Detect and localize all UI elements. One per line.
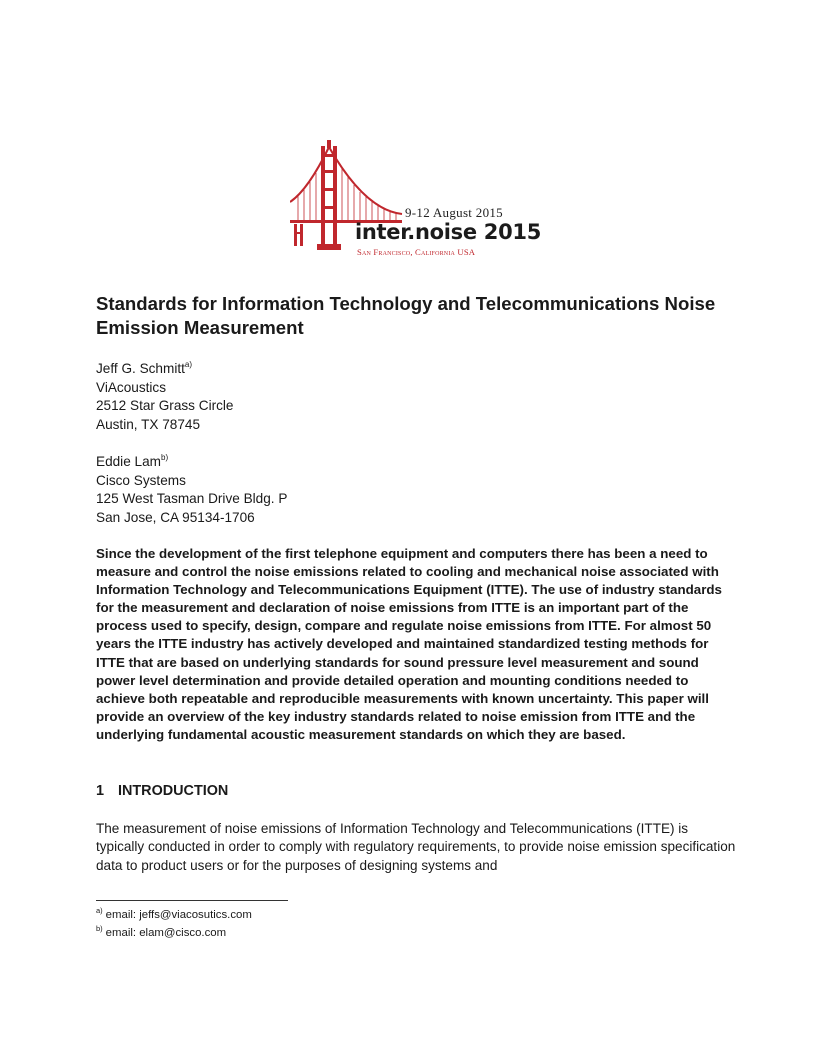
footnote-mark: a) (96, 906, 103, 915)
footnote-text: email: elam@cisco.com (105, 927, 227, 939)
footnote-2 (96, 924, 227, 939)
author-affiliation: ViAcoustics (96, 379, 167, 395)
section-heading (96, 783, 228, 799)
author-name-line (96, 453, 496, 472)
footnote-mark: b) (96, 924, 103, 933)
author-block-2 (96, 453, 496, 527)
conference-date: 9-12 August 2015 (405, 205, 503, 220)
section-title: INTRODUCTION (118, 783, 229, 799)
author-name: Jeff G. Schmitt (96, 361, 185, 376)
footnote-1 (96, 906, 252, 921)
author-affiliation: Cisco Systems (96, 472, 186, 488)
author-footnote-mark: b) (161, 453, 169, 462)
introduction-paragraph: The measurement of noise emissions of Information Technology and Telecommunications (ITTE) is typically conducted in order to comply with regulatory requirements, to provide noise emission specification data to product users or for the purposes of designing systems and (96, 821, 736, 873)
author-address-line-2: San Jose, CA 95134-1706 (96, 509, 255, 525)
conference-name: inter.noise 2015 (355, 220, 542, 244)
author-footnote-mark: a) (184, 360, 193, 369)
footnote-text: email: jeffs@viacosutics.com (105, 909, 252, 921)
footnote-divider (96, 900, 288, 901)
section-number: 1 (96, 783, 105, 799)
author-name-line (96, 360, 496, 379)
author-address-line-2: Austin, TX 78745 (96, 416, 201, 432)
author-address-line-1: 2512 Star Grass Circle (96, 398, 234, 414)
author-name: Eddie Lam (96, 454, 161, 469)
author-block-1 (96, 360, 496, 434)
conference-location: San Francisco, California USA (357, 247, 476, 257)
paper-title: Standards for Information Technology and Telecommunications Noise Emission Measurement (96, 293, 716, 338)
abstract: Since the development of the first telephone equipment and computers there has been a need to measure and control the noise emissions related to cooling and mechanical noise associated with Information Technology and Telecommunications Equipment (ITTE). The use of industry standards for the measurement and declaration of noise emissions from ITTE is an important part of the process used to specify, design, compare and regulate noise emissions from ITTE. For almost 50 years the ITTE industry has actively developed and maintained standardized testing methods for ITTE that are based on underlying standards for sound pressure level measurement and sound power level determination and provide detailed operation and mounting conditions needed to achieve both repeatable and reproducible measurements with known uncertainty. This paper will provide an overview of the key industry standards related to noise emission from ITTE and the underlying fundamental acoustic measurement standards on which they are based. (96, 546, 722, 742)
author-address-line-1: 125 West Tasman Drive Bldg. P (96, 491, 288, 507)
